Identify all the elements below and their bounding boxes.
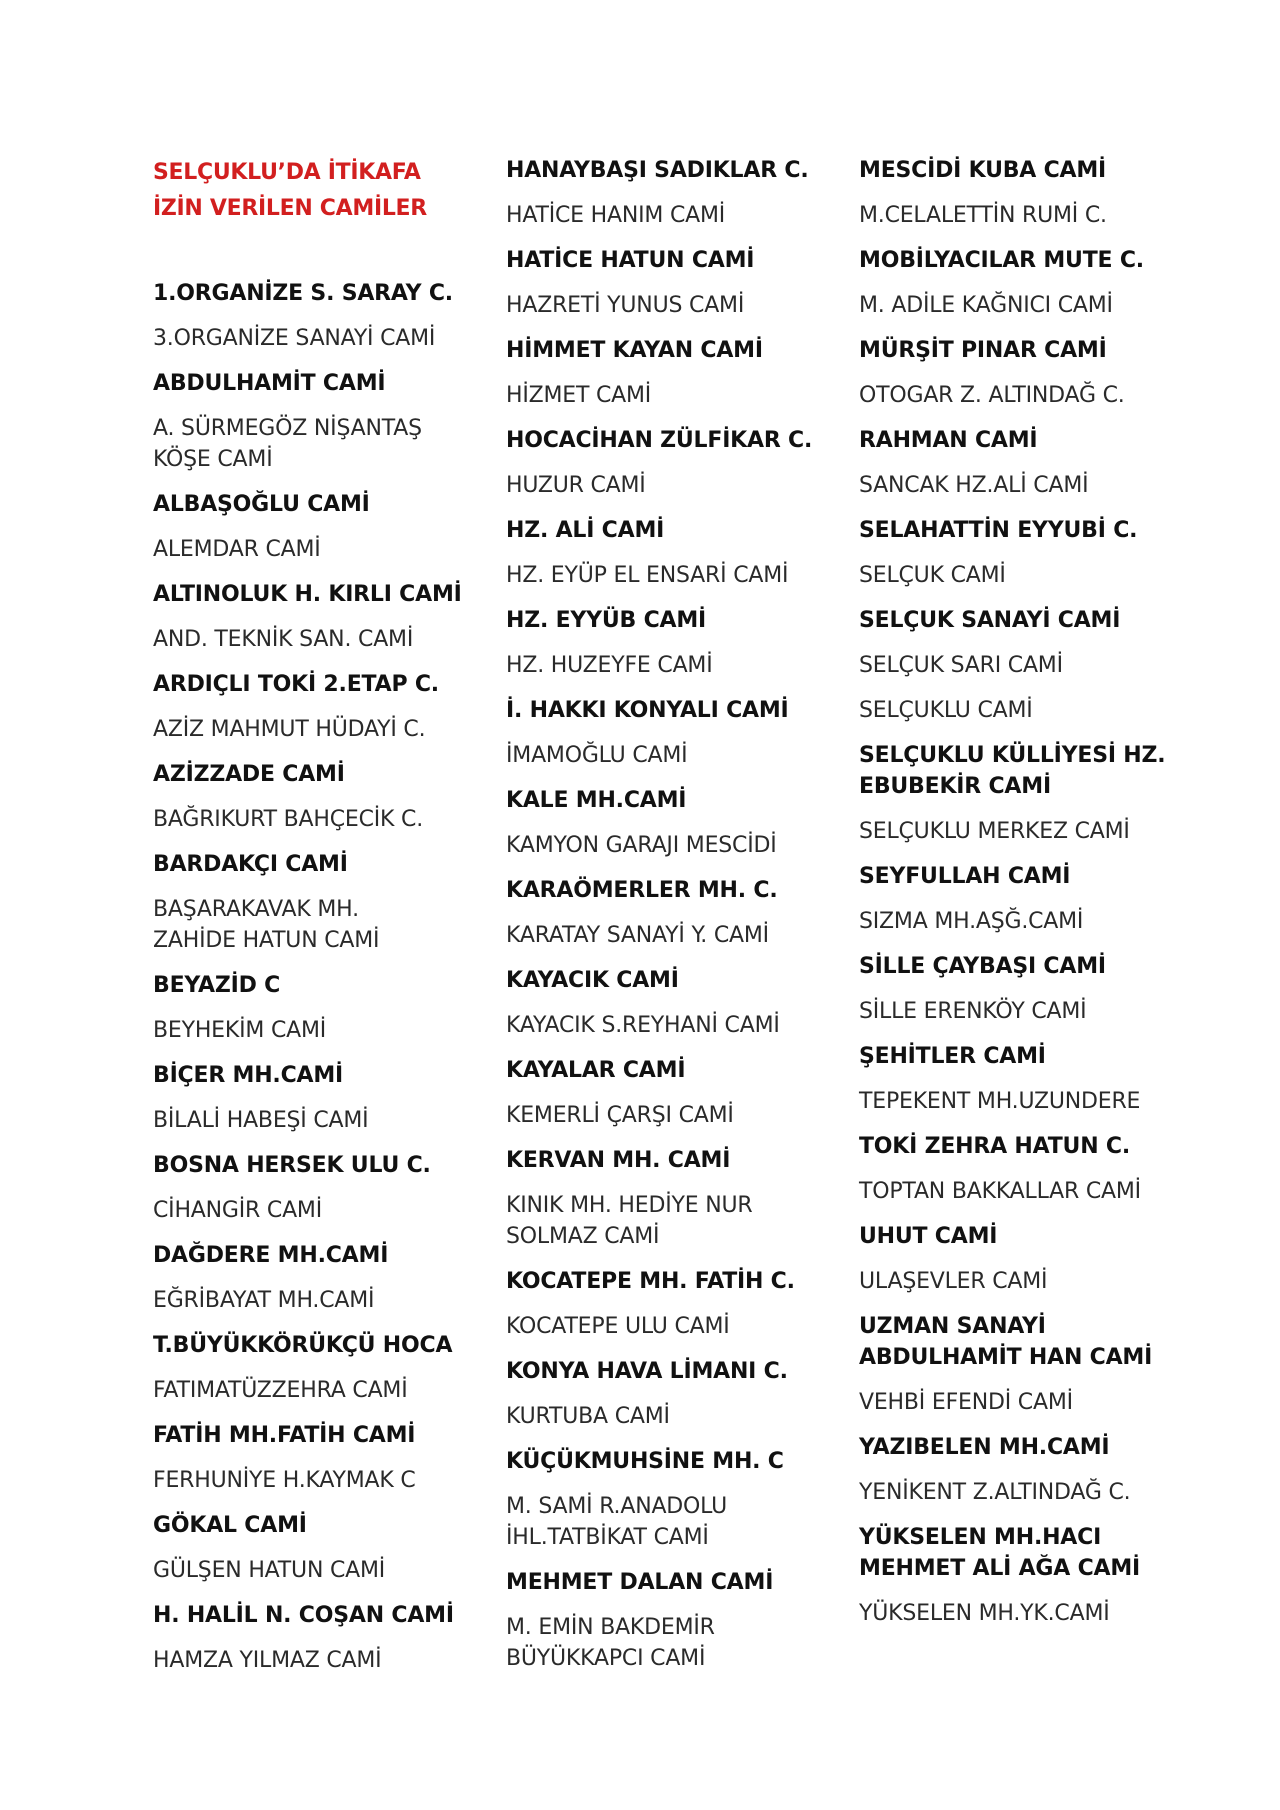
mosque-name-line: HAMZA YILMAZ CAMİ — [153, 1648, 382, 1673]
mosque-list-item — [506, 1612, 826, 1674]
mosque-list-item — [859, 200, 1179, 231]
mosque-list-item — [153, 1240, 473, 1271]
mosque-column-2 — [506, 155, 826, 1688]
mosque-name-line: KAMYON GARAJI MESCİDİ — [506, 833, 777, 858]
mosque-name-line: M.CELALETTİN RUMİ C. — [859, 203, 1107, 228]
mosque-name-line: CİHANGİR CAMİ — [153, 1198, 322, 1223]
mosque-list-item — [153, 1465, 473, 1496]
mosque-name-line: ULAŞEVLER CAMİ — [859, 1269, 1048, 1294]
mosque-list-item — [153, 368, 473, 399]
mosque-list-item — [859, 1221, 1179, 1252]
mosque-name-line: SIZMA MH.AŞĞ.CAMİ — [859, 909, 1084, 934]
mosque-list-item — [153, 970, 473, 1001]
mosque-name-line: MOBİLYACILAR MUTE C. — [859, 248, 1144, 273]
mosque-list-item — [859, 740, 1179, 802]
mosque-list-2 — [506, 155, 826, 1674]
mosque-list-item — [153, 1510, 473, 1541]
mosque-name-line: EBUBEKİR CAMİ — [859, 774, 1051, 799]
mosque-name-line: MEHMET ALİ AĞA CAMİ — [859, 1556, 1141, 1581]
mosque-list-item — [506, 875, 826, 906]
mosque-list-item — [859, 1477, 1179, 1508]
mosque-name-line: 1.ORGANİZE S. SARAY C. — [153, 281, 453, 306]
mosque-list-item — [506, 335, 826, 366]
mosque-name-line: KÜÇÜKMUHSİNE MH. C — [506, 1449, 784, 1474]
mosque-name-line: KARATAY SANAYİ Y. CAMİ — [506, 923, 769, 948]
mosque-list-item — [859, 996, 1179, 1027]
mosque-name-line: KAYACIK S.REYHANİ CAMİ — [506, 1013, 780, 1038]
mosque-list-item — [153, 579, 473, 610]
mosque-name-line: M. SAMİ R.ANADOLU — [506, 1494, 728, 1519]
mosque-name-line: BOSNA HERSEK ULU C. — [153, 1153, 431, 1178]
mosque-name-line: HUZUR CAMİ — [506, 473, 646, 498]
mosque-name-line: HATİCE HATUN CAMİ — [506, 248, 755, 273]
mosque-name-line: SELÇUKLU CAMİ — [859, 698, 1033, 723]
mosque-list-item — [506, 1266, 826, 1297]
mosque-list-item — [506, 1401, 826, 1432]
mosque-name-line: FATIMATÜZZEHRA CAMİ — [153, 1378, 408, 1403]
mosque-list-item — [859, 816, 1179, 847]
mosque-name-line: ABDULHAMİT CAMİ — [153, 371, 386, 396]
mosque-list-item — [859, 245, 1179, 276]
mosque-list-item — [153, 1105, 473, 1136]
mosque-name-line: SİLLE ERENKÖY CAMİ — [859, 999, 1087, 1024]
mosque-name-line: YÜKSELEN MH.HACI — [859, 1525, 1102, 1550]
mosque-name-line: HZ. EYYÜB CAMİ — [506, 608, 707, 633]
mosque-name-line: ALTINOLUK H. KIRLI CAMİ — [153, 582, 462, 607]
mosque-list-item — [506, 1491, 826, 1553]
mosque-name-line: KÖŞE CAMİ — [153, 447, 273, 472]
mosque-name-line: A. SÜRMEGÖZ NİŞANTAŞ — [153, 416, 422, 441]
mosque-list-item — [859, 515, 1179, 546]
mosque-list-item — [153, 669, 473, 700]
mosque-list-item — [859, 861, 1179, 892]
mosque-list-item — [506, 650, 826, 681]
mosque-name-line: TOKİ ZEHRA HATUN C. — [859, 1134, 1130, 1159]
mosque-list-item — [153, 894, 473, 956]
mosque-list-item — [153, 323, 473, 354]
mosque-list-item — [153, 534, 473, 565]
mosque-name-line: ARDIÇLI TOKİ 2.ETAP C. — [153, 672, 439, 697]
mosque-list-item — [506, 425, 826, 456]
mosque-name-line: SELÇUK CAMİ — [859, 563, 1006, 588]
mosque-list-item — [859, 1311, 1179, 1373]
title-line-2: İZİN VERİLEN CAMİLER — [153, 196, 427, 221]
mosque-name-line: ŞEHİTLER CAMİ — [859, 1044, 1046, 1069]
mosque-list-item — [506, 245, 826, 276]
mosque-name-line: SELÇUKLU MERKEZ CAMİ — [859, 819, 1130, 844]
mosque-list-item — [506, 1356, 826, 1387]
mosque-name-line: SELÇUK SARI CAMİ — [859, 653, 1063, 678]
mosque-name-line: KOCATEPE ULU CAMİ — [506, 1314, 730, 1339]
mosque-name-line: BEYAZİD C — [153, 973, 281, 998]
mosque-list-item — [506, 1055, 826, 1086]
mosque-list-item — [859, 1598, 1179, 1629]
mosque-list-item — [506, 1010, 826, 1041]
mosque-name-line: BAŞARAKAVAK MH. — [153, 897, 359, 922]
mosque-list-item — [153, 1015, 473, 1046]
mosque-list-item — [153, 1060, 473, 1091]
mosque-name-line: UHUT CAMİ — [859, 1224, 998, 1249]
mosque-name-line: SELAHATTİN EYYUBİ C. — [859, 518, 1138, 543]
mosque-name-line: YÜKSELEN MH.YK.CAMİ — [859, 1601, 1110, 1626]
mosque-name-line: SİLLE ÇAYBAŞI CAMİ — [859, 954, 1106, 979]
mosque-list-item — [153, 413, 473, 475]
mosque-name-line: KERVAN MH. CAMİ — [506, 1148, 731, 1173]
mosque-list-item — [153, 1330, 473, 1361]
mosque-list-item — [506, 515, 826, 546]
mosque-name-line: OTOGAR Z. ALTINDAĞ C. — [859, 383, 1125, 408]
mosque-name-line: DAĞDERE MH.CAMİ — [153, 1243, 389, 1268]
mosque-list-item — [506, 1190, 826, 1252]
mosque-list-item — [506, 1145, 826, 1176]
mosque-list-item — [506, 155, 826, 186]
mosque-list-item — [859, 470, 1179, 501]
mosque-name-line: ALEMDAR CAMİ — [153, 537, 321, 562]
mosque-name-line: SANCAK HZ.ALİ CAMİ — [859, 473, 1089, 498]
mosque-list-item — [859, 290, 1179, 321]
mosque-list-item — [506, 785, 826, 816]
mosque-column-1 — [153, 155, 473, 1690]
mosque-list-item — [859, 906, 1179, 937]
mosque-list-item — [153, 278, 473, 309]
mosque-list-item — [153, 1375, 473, 1406]
mosque-name-line: HAZRETİ YUNUS CAMİ — [506, 293, 745, 318]
mosque-list-item — [506, 200, 826, 231]
mosque-name-line: KALE MH.CAMİ — [506, 788, 687, 813]
mosque-list-item — [859, 695, 1179, 726]
mosque-name-line: T.BÜYÜKKÖRÜKÇÜ HOCA — [153, 1333, 453, 1358]
mosque-list-item — [506, 965, 826, 996]
mosque-list-item — [506, 1100, 826, 1131]
mosque-name-line: BEYHEKİM CAMİ — [153, 1018, 327, 1043]
mosque-name-line: HİZMET CAMİ — [506, 383, 652, 408]
mosque-list-item — [859, 1266, 1179, 1297]
mosque-name-line: HANAYBAŞI SADIKLAR C. — [506, 158, 809, 183]
mosque-list-item — [506, 1311, 826, 1342]
mosque-name-line: MÜRŞİT PINAR CAMİ — [859, 338, 1107, 363]
mosque-list-item — [153, 849, 473, 880]
mosque-list-item — [859, 1432, 1179, 1463]
mosque-list-item — [859, 380, 1179, 411]
mosque-name-line: HİMMET KAYAN CAMİ — [506, 338, 763, 363]
mosque-name-line: SEYFULLAH CAMİ — [859, 864, 1071, 889]
mosque-list-item — [153, 1420, 473, 1451]
mosque-list-item — [859, 650, 1179, 681]
document-title — [153, 155, 473, 227]
mosque-list-item — [153, 1555, 473, 1586]
mosque-list-1 — [153, 278, 473, 1676]
mosque-list-item — [506, 1446, 826, 1477]
mosque-name-line: HATİCE HANIM CAMİ — [506, 203, 726, 228]
mosque-list-item — [859, 155, 1179, 186]
mosque-name-line: GÖKAL CAMİ — [153, 1513, 307, 1538]
mosque-name-line: MESCİDİ KUBA CAMİ — [859, 158, 1107, 183]
mosque-name-line: YENİKENT Z.ALTINDAĞ C. — [859, 1480, 1131, 1505]
mosque-name-line: KONYA HAVA LİMANI C. — [506, 1359, 788, 1384]
mosque-name-line: BARDAKÇI CAMİ — [153, 852, 348, 877]
mosque-list-item — [153, 759, 473, 790]
mosque-list-item — [506, 380, 826, 411]
mosque-name-line: KARAÖMERLER MH. C. — [506, 878, 778, 903]
mosque-list-item — [153, 714, 473, 745]
mosque-list-item — [859, 425, 1179, 456]
mosque-name-line: M. EMİN BAKDEMİR — [506, 1615, 715, 1640]
mosque-list-item — [506, 1567, 826, 1598]
mosque-name-line: AZİZ MAHMUT HÜDAYİ C. — [153, 717, 426, 742]
mosque-name-line: ALBAŞOĞLU CAMİ — [153, 492, 370, 517]
mosque-list-item — [859, 1176, 1179, 1207]
mosque-name-line: KAYACIK CAMİ — [506, 968, 679, 993]
mosque-name-line: KEMERLİ ÇARŞI CAMİ — [506, 1103, 734, 1128]
mosque-name-line: VEHBİ EFENDİ CAMİ — [859, 1390, 1073, 1415]
mosque-list-item — [859, 1086, 1179, 1117]
mosque-list-item — [859, 335, 1179, 366]
mosque-name-line: YAZIBELEN MH.CAMİ — [859, 1435, 1110, 1460]
mosque-list-item — [153, 1195, 473, 1226]
mosque-list-item — [153, 1600, 473, 1631]
mosque-name-line: UZMAN SANAYİ — [859, 1314, 1046, 1339]
mosque-name-line: KINIK MH. HEDİYE NUR — [506, 1193, 753, 1218]
mosque-name-line: AZİZZADE CAMİ — [153, 762, 345, 787]
mosque-list-item — [153, 1645, 473, 1676]
mosque-name-line: MEHMET DALAN CAMİ — [506, 1570, 774, 1595]
mosque-list-item — [506, 605, 826, 636]
mosque-column-3 — [859, 155, 1179, 1643]
mosque-list-item — [506, 695, 826, 726]
mosque-name-line: BAĞRIKURT BAHÇECİK C. — [153, 807, 424, 832]
mosque-name-line: 3.ORGANİZE SANAYİ CAMİ — [153, 326, 436, 351]
mosque-list-item — [859, 560, 1179, 591]
mosque-list-item — [506, 740, 826, 771]
title-line-1: SELÇUKLU’DA İTİKAFA — [153, 160, 421, 185]
mosque-list-item — [859, 1041, 1179, 1072]
mosque-name-line: FERHUNİYE H.KAYMAK C — [153, 1468, 416, 1493]
mosque-list-item — [153, 624, 473, 655]
mosque-name-line: İMAMOĞLU CAMİ — [506, 743, 688, 768]
mosque-name-line: BÜYÜKKAPCI CAMİ — [506, 1646, 706, 1671]
mosque-name-line: ZAHİDE HATUN CAMİ — [153, 928, 380, 953]
mosque-name-line: EĞRİBAYAT MH.CAMİ — [153, 1288, 375, 1313]
mosque-name-line: KAYALAR CAMİ — [506, 1058, 686, 1083]
mosque-list-item — [506, 560, 826, 591]
mosque-list-item — [153, 1150, 473, 1181]
mosque-name-line: HZ. ALİ CAMİ — [506, 518, 665, 543]
mosque-list-3 — [859, 155, 1179, 1629]
mosque-name-line: H. HALİL N. COŞAN CAMİ — [153, 1603, 454, 1628]
mosque-name-line: KURTUBA CAMİ — [506, 1404, 670, 1429]
mosque-list-item — [859, 1522, 1179, 1584]
mosque-name-line: GÜLŞEN HATUN CAMİ — [153, 1558, 386, 1583]
mosque-name-line: TEPEKENT MH.UZUNDERE — [859, 1089, 1141, 1114]
mosque-name-line: RAHMAN CAMİ — [859, 428, 1038, 453]
mosque-list-item — [506, 830, 826, 861]
mosque-list-item — [859, 1131, 1179, 1162]
mosque-list-item — [506, 470, 826, 501]
mosque-list-item — [859, 951, 1179, 982]
mosque-name-line: M. ADİLE KAĞNICI CAMİ — [859, 293, 1113, 318]
mosque-name-line: İHL.TATBİKAT CAMİ — [506, 1525, 709, 1550]
mosque-name-line: FATİH MH.FATİH CAMİ — [153, 1423, 416, 1448]
mosque-list-item — [153, 804, 473, 835]
mosque-name-line: BİÇER MH.CAMİ — [153, 1063, 344, 1088]
mosque-list-item — [859, 605, 1179, 636]
mosque-list-item — [153, 489, 473, 520]
mosque-name-line: AND. TEKNİK SAN. CAMİ — [153, 627, 414, 652]
mosque-name-line: SELÇUK SANAYİ CAMİ — [859, 608, 1121, 633]
mosque-name-line: BİLALİ HABEŞİ CAMİ — [153, 1108, 369, 1133]
mosque-list-item — [153, 1285, 473, 1316]
mosque-name-line: KOCATEPE MH. FATİH C. — [506, 1269, 795, 1294]
mosque-name-line: SOLMAZ CAMİ — [506, 1224, 660, 1249]
mosque-list-item — [506, 920, 826, 951]
mosque-name-line: HOCACİHAN ZÜLFİKAR C. — [506, 428, 813, 453]
mosque-name-line: HZ. EYÜP EL ENSARİ CAMİ — [506, 563, 789, 588]
mosque-list-item — [859, 1387, 1179, 1418]
mosque-name-line: TOPTAN BAKKALLAR CAMİ — [859, 1179, 1141, 1204]
mosque-name-line: SELÇUKLU KÜLLİYESİ HZ. — [859, 743, 1166, 768]
mosque-name-line: ABDULHAMİT HAN CAMİ — [859, 1345, 1153, 1370]
mosque-name-line: İ. HAKKI KONYALI CAMİ — [506, 698, 789, 723]
mosque-name-line: HZ. HUZEYFE CAMİ — [506, 653, 713, 678]
mosque-list-item — [506, 290, 826, 321]
